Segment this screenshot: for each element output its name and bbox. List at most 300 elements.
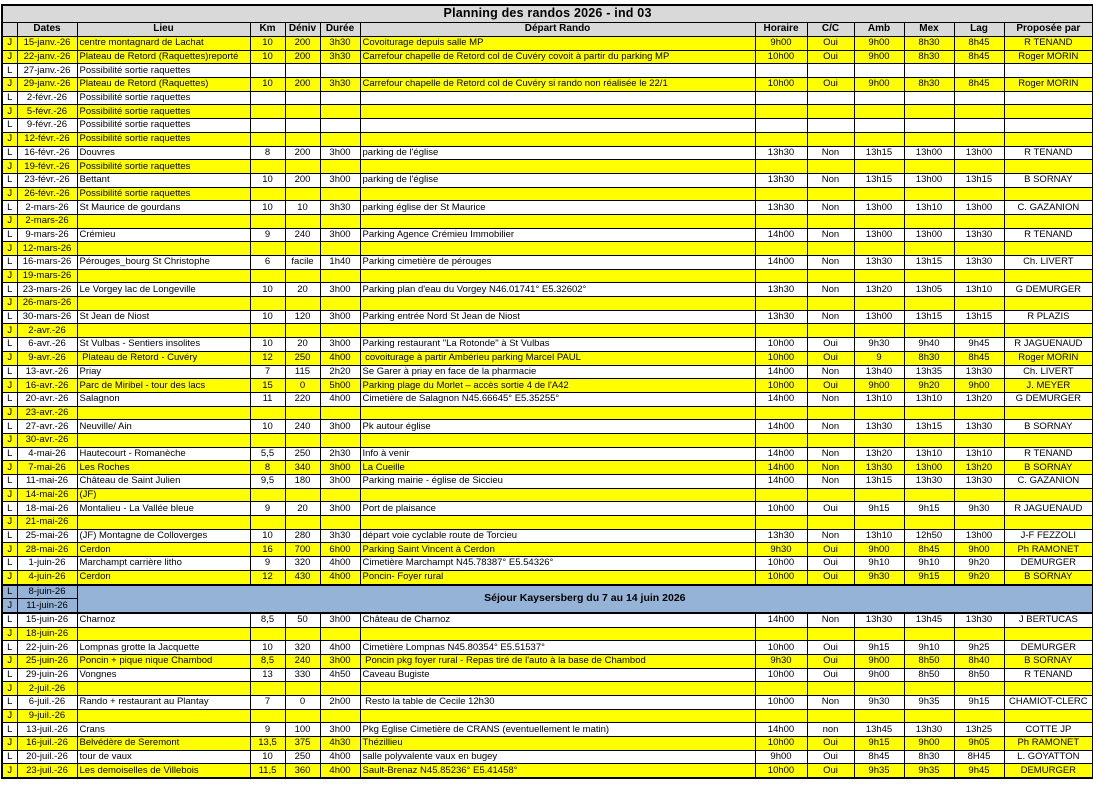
cell-deniv bbox=[285, 187, 320, 201]
cell-cc bbox=[807, 406, 854, 420]
cell-deniv: 330 bbox=[285, 668, 320, 682]
table-row bbox=[2, 613, 1093, 627]
cell-par: B SORNAY bbox=[1004, 420, 1093, 434]
cell-date: 22-janv.-26 bbox=[17, 50, 77, 64]
cell-deniv: 220 bbox=[285, 392, 320, 406]
cell-par: DEMURGER bbox=[1004, 641, 1093, 655]
cell-horaire: 10h00 bbox=[755, 737, 807, 751]
cell-km bbox=[250, 214, 285, 228]
cell-lieu bbox=[77, 682, 250, 696]
cell-mex bbox=[904, 105, 954, 119]
cell-lieu: Possibilité sortie raquettes bbox=[77, 105, 250, 119]
cell-deniv bbox=[285, 627, 320, 641]
cell-par bbox=[1004, 682, 1093, 696]
cell-amb: 13h30 bbox=[854, 461, 904, 475]
table-row bbox=[2, 627, 1093, 641]
cell-horaire bbox=[755, 242, 807, 256]
cell-amb: 13h10 bbox=[854, 529, 904, 543]
cell-amb bbox=[854, 297, 904, 311]
table-row bbox=[2, 696, 1093, 710]
cell-mex: 13h15 bbox=[904, 256, 954, 270]
cell-lag bbox=[954, 297, 1004, 311]
cell-km: 9 bbox=[250, 502, 285, 516]
cell-lag: 9h20 bbox=[954, 570, 1004, 584]
cell-amb: 9h10 bbox=[854, 557, 904, 571]
cell-cc bbox=[807, 214, 854, 228]
cell-lag bbox=[954, 119, 1004, 133]
cell-lag bbox=[954, 91, 1004, 105]
cell-amb: 9h30 bbox=[854, 696, 904, 710]
cell-lag: 13h00 bbox=[954, 146, 1004, 160]
cell-depart: Parking Agence Crémieu Immobilier bbox=[360, 228, 755, 242]
cell-date: 9-févr.-26 bbox=[17, 119, 77, 133]
cell-depart bbox=[360, 242, 755, 256]
cell-day: L bbox=[2, 502, 17, 516]
cell-date: 27-avr.-26 bbox=[17, 420, 77, 434]
cell-deniv bbox=[285, 214, 320, 228]
cell-day: J bbox=[2, 764, 17, 778]
table-row bbox=[2, 543, 1093, 557]
cell-date: 16-avr.-26 bbox=[17, 379, 77, 393]
cell-cc: Non bbox=[807, 201, 854, 215]
cell-lag: 13h20 bbox=[954, 461, 1004, 475]
cell-par: B SORNAY bbox=[1004, 654, 1093, 668]
cell-mex: 13h00 bbox=[904, 146, 954, 160]
cell-deniv bbox=[285, 682, 320, 696]
cell-depart bbox=[360, 64, 755, 78]
cell-mex: 8h50 bbox=[904, 668, 954, 682]
cell-cc: Oui bbox=[807, 764, 854, 778]
column-header-depart-rando: Départ Rando bbox=[360, 23, 755, 37]
cell-horaire: 14h00 bbox=[755, 392, 807, 406]
cell-day: L bbox=[2, 119, 17, 133]
cell-depart: Port de plaisance bbox=[360, 502, 755, 516]
cell-amb: 13h45 bbox=[854, 723, 904, 737]
cell-horaire: 10h00 bbox=[755, 351, 807, 365]
cell-horaire: 13h30 bbox=[755, 283, 807, 297]
cell-deniv bbox=[285, 269, 320, 283]
cell-horaire: 14h00 bbox=[755, 723, 807, 737]
cell-depart bbox=[360, 160, 755, 174]
table-row bbox=[2, 64, 1093, 78]
table-row bbox=[2, 228, 1093, 242]
cell-par: G DEMURGER bbox=[1004, 283, 1093, 297]
column-header-duree: Durée bbox=[320, 23, 360, 37]
cell-par: R TENAND bbox=[1004, 228, 1093, 242]
cell-lag: 13h15 bbox=[954, 173, 1004, 187]
cell-mex bbox=[904, 214, 954, 228]
cell-km: 10 bbox=[250, 420, 285, 434]
cell-date: 4-juin-26 bbox=[17, 570, 77, 584]
cell-depart: Carrefour chapelle de Retord col de Cuvéry si rando non réalisée le 22/1 bbox=[360, 78, 755, 92]
cell-date: 6-juil.-26 bbox=[17, 696, 77, 710]
cell-day: L bbox=[2, 420, 17, 434]
cell-cc bbox=[807, 324, 854, 338]
cell-amb: 9h30 bbox=[854, 570, 904, 584]
cell-day: J bbox=[2, 37, 17, 51]
cell-date: 20-juil.-26 bbox=[17, 750, 77, 764]
cell-amb: 9h15 bbox=[854, 502, 904, 516]
cell-par bbox=[1004, 709, 1093, 723]
cell-duree bbox=[320, 242, 360, 256]
cell-lieu: (JF) bbox=[77, 488, 250, 502]
cell-amb bbox=[854, 64, 904, 78]
cell-lieu: Poncin + pique nique Chambod bbox=[77, 654, 250, 668]
cell-deniv: 240 bbox=[285, 420, 320, 434]
cell-km bbox=[250, 406, 285, 420]
cell-lag: 13h00 bbox=[954, 529, 1004, 543]
cell-horaire: 9h30 bbox=[755, 654, 807, 668]
cell-km: 9,5 bbox=[250, 475, 285, 489]
cell-lieu bbox=[77, 242, 250, 256]
cell-horaire: 14h00 bbox=[755, 420, 807, 434]
cell-duree: 3h00 bbox=[320, 613, 360, 627]
cell-date: 22-juin-26 bbox=[17, 641, 77, 655]
cell-cc: Oui bbox=[807, 570, 854, 584]
cell-km bbox=[250, 682, 285, 696]
cell-horaire bbox=[755, 406, 807, 420]
cell-par: B SORNAY bbox=[1004, 461, 1093, 475]
cell-amb bbox=[854, 682, 904, 696]
cell-mex: 8h30 bbox=[904, 37, 954, 51]
cell-km: 10 bbox=[250, 173, 285, 187]
cell-date: 9-avr.-26 bbox=[17, 351, 77, 365]
cell-depart: parking de l'église bbox=[360, 173, 755, 187]
cell-date: 20-avr.-26 bbox=[17, 392, 77, 406]
cell-day: J bbox=[2, 627, 17, 641]
title-row bbox=[2, 5, 1093, 23]
cell-depart: Covoiturage depuis salle MP bbox=[360, 37, 755, 51]
cell-deniv bbox=[285, 64, 320, 78]
cell-cc: Oui bbox=[807, 78, 854, 92]
table-row bbox=[2, 37, 1093, 51]
cell-date: 11-mai-26 bbox=[17, 475, 77, 489]
table-row bbox=[2, 132, 1093, 146]
column-header-amb: Amb bbox=[854, 23, 904, 37]
cell-cc bbox=[807, 119, 854, 133]
table-row bbox=[2, 338, 1093, 352]
cell-duree bbox=[320, 132, 360, 146]
cell-duree: 4h00 bbox=[320, 641, 360, 655]
cell-mex bbox=[904, 269, 954, 283]
cell-date: 5-févr.-26 bbox=[17, 105, 77, 119]
cell-deniv: 0 bbox=[285, 379, 320, 393]
cell-amb bbox=[854, 91, 904, 105]
cell-lag bbox=[954, 324, 1004, 338]
cell-duree: 4h00 bbox=[320, 750, 360, 764]
cell-cc bbox=[807, 488, 854, 502]
cell-date: 16-mars-26 bbox=[17, 256, 77, 270]
cell-lag: 13h30 bbox=[954, 365, 1004, 379]
cell-amb bbox=[854, 214, 904, 228]
cell-depart: Resto la table de Cecile 12h30 bbox=[360, 696, 755, 710]
cell-lag: 13h30 bbox=[954, 420, 1004, 434]
cell-deniv bbox=[285, 119, 320, 133]
cell-cc: Non bbox=[807, 392, 854, 406]
cell-lieu bbox=[77, 627, 250, 641]
cell-lag bbox=[954, 433, 1004, 447]
cell-deniv: facile bbox=[285, 256, 320, 270]
cell-day: L bbox=[2, 585, 17, 599]
cell-duree: 3h30 bbox=[320, 78, 360, 92]
cell-duree: 1h40 bbox=[320, 256, 360, 270]
cell-day: J bbox=[2, 78, 17, 92]
cell-par bbox=[1004, 324, 1093, 338]
table-row bbox=[2, 406, 1093, 420]
cell-depart: Cimetière de Salagnon N45.66645° E5.35255° bbox=[360, 392, 755, 406]
cell-mex bbox=[904, 406, 954, 420]
cell-amb: 13h40 bbox=[854, 365, 904, 379]
cell-deniv: 200 bbox=[285, 146, 320, 160]
cell-lieu: Plateau de Retord - Cuvéry bbox=[77, 351, 250, 365]
cell-km: 6 bbox=[250, 256, 285, 270]
cell-deniv: 320 bbox=[285, 557, 320, 571]
cell-day: L bbox=[2, 641, 17, 655]
cell-horaire bbox=[755, 119, 807, 133]
cell-date: 23-avr.-26 bbox=[17, 406, 77, 420]
cell-amb bbox=[854, 119, 904, 133]
cell-day: J bbox=[2, 488, 17, 502]
cell-depart bbox=[360, 627, 755, 641]
cell-cc: Non bbox=[807, 146, 854, 160]
cell-horaire: 14h00 bbox=[755, 447, 807, 461]
cell-horaire: 13h30 bbox=[755, 173, 807, 187]
cell-par: COTTE JP bbox=[1004, 723, 1093, 737]
cell-km bbox=[250, 324, 285, 338]
cell-day: L bbox=[2, 146, 17, 160]
cell-km: 16 bbox=[250, 543, 285, 557]
column-header-lieu: Lieu bbox=[77, 23, 250, 37]
table-row bbox=[2, 585, 1093, 599]
cell-km: 10 bbox=[250, 283, 285, 297]
sejour-banner: Séjour Kaysersberg du 7 au 14 juin 2026 bbox=[77, 585, 1093, 613]
cell-deniv: 700 bbox=[285, 543, 320, 557]
cell-par: R JAGUENAUD bbox=[1004, 502, 1093, 516]
table-row bbox=[2, 365, 1093, 379]
cell-mex: 8h30 bbox=[904, 351, 954, 365]
cell-par: R JAGUENAUD bbox=[1004, 338, 1093, 352]
cell-lieu: (JF) Montagne de Colloverges bbox=[77, 529, 250, 543]
cell-lieu: Lompnas grotte la Jacquette bbox=[77, 641, 250, 655]
cell-km: 12 bbox=[250, 351, 285, 365]
cell-deniv: 120 bbox=[285, 310, 320, 324]
cell-km: 10 bbox=[250, 78, 285, 92]
cell-km: 7 bbox=[250, 696, 285, 710]
cell-depart: départ voie cyclable route de Torcieu bbox=[360, 529, 755, 543]
cell-amb bbox=[854, 187, 904, 201]
cell-date: 19-mars-26 bbox=[17, 269, 77, 283]
cell-cc bbox=[807, 105, 854, 119]
cell-par bbox=[1004, 187, 1093, 201]
cell-amb bbox=[854, 488, 904, 502]
cell-par: R TENAND bbox=[1004, 447, 1093, 461]
cell-date: 4-mai-26 bbox=[17, 447, 77, 461]
table-row bbox=[2, 91, 1093, 105]
cell-lag: 13h10 bbox=[954, 447, 1004, 461]
cell-lag: 13h30 bbox=[954, 613, 1004, 627]
cell-horaire bbox=[755, 488, 807, 502]
cell-mex bbox=[904, 160, 954, 174]
cell-lag: 8h45 bbox=[954, 37, 1004, 51]
cell-mex: 13h10 bbox=[904, 392, 954, 406]
cell-date: 12-mars-26 bbox=[17, 242, 77, 256]
cell-date: 1-juin-26 bbox=[17, 557, 77, 571]
cell-lieu: Plateau de Retord (Raquettes) bbox=[77, 78, 250, 92]
cell-horaire bbox=[755, 187, 807, 201]
cell-lieu: Montalieu - La Vallée bleue bbox=[77, 502, 250, 516]
cell-depart bbox=[360, 682, 755, 696]
cell-duree: 3h00 bbox=[320, 310, 360, 324]
table-row bbox=[2, 557, 1093, 571]
cell-par bbox=[1004, 64, 1093, 78]
cell-day: J bbox=[2, 543, 17, 557]
cell-cc bbox=[807, 242, 854, 256]
cell-duree bbox=[320, 682, 360, 696]
cell-cc bbox=[807, 709, 854, 723]
cell-cc: Non bbox=[807, 447, 854, 461]
cell-day: J bbox=[2, 160, 17, 174]
cell-duree: 2h00 bbox=[320, 696, 360, 710]
cell-deniv bbox=[285, 406, 320, 420]
cell-mex: 13h30 bbox=[904, 475, 954, 489]
cell-par bbox=[1004, 433, 1093, 447]
cell-mex: 9h00 bbox=[904, 737, 954, 751]
cell-date: 12-févr.-26 bbox=[17, 132, 77, 146]
cell-date: 15-janv.-26 bbox=[17, 37, 77, 51]
cell-horaire bbox=[755, 105, 807, 119]
cell-amb bbox=[854, 269, 904, 283]
cell-deniv: 340 bbox=[285, 461, 320, 475]
table-row bbox=[2, 256, 1093, 270]
cell-cc: Oui bbox=[807, 502, 854, 516]
cell-amb bbox=[854, 242, 904, 256]
cell-horaire: 14h00 bbox=[755, 365, 807, 379]
cell-depart bbox=[360, 91, 755, 105]
cell-lag: 8h40 bbox=[954, 654, 1004, 668]
cell-duree: 3h00 bbox=[320, 146, 360, 160]
cell-km bbox=[250, 516, 285, 530]
cell-par: B SORNAY bbox=[1004, 570, 1093, 584]
cell-par: Ch. LIVERT bbox=[1004, 256, 1093, 270]
cell-day: J bbox=[2, 242, 17, 256]
table-row bbox=[2, 310, 1093, 324]
cell-amb: 8h45 bbox=[854, 750, 904, 764]
table-row bbox=[2, 570, 1093, 584]
cell-depart: parking de l'église bbox=[360, 146, 755, 160]
cell-lag bbox=[954, 187, 1004, 201]
cell-cc: Oui bbox=[807, 338, 854, 352]
planning-table bbox=[1, 4, 1093, 779]
cell-lieu: St Jean de Niost bbox=[77, 310, 250, 324]
cell-day: J bbox=[2, 351, 17, 365]
cell-duree bbox=[320, 488, 360, 502]
cell-cc bbox=[807, 64, 854, 78]
cell-deniv bbox=[285, 160, 320, 174]
cell-horaire bbox=[755, 214, 807, 228]
cell-deniv: 430 bbox=[285, 570, 320, 584]
cell-horaire: 13h30 bbox=[755, 310, 807, 324]
cell-duree: 3h00 bbox=[320, 420, 360, 434]
cell-lieu: tour de vaux bbox=[77, 750, 250, 764]
table-row bbox=[2, 297, 1093, 311]
cell-lieu: Belvédère de Seremont bbox=[77, 737, 250, 751]
cell-day: L bbox=[2, 201, 17, 215]
cell-mex bbox=[904, 132, 954, 146]
cell-deniv: 0 bbox=[285, 696, 320, 710]
cell-horaire bbox=[755, 324, 807, 338]
cell-km bbox=[250, 105, 285, 119]
cell-lieu: Château de Saint Julien bbox=[77, 475, 250, 489]
cell-date: 2-juil.-26 bbox=[17, 682, 77, 696]
cell-depart: Cimetière Lompnas N45.80354° E5.51537° bbox=[360, 641, 755, 655]
cell-day: L bbox=[2, 392, 17, 406]
cell-cc bbox=[807, 269, 854, 283]
cell-lag bbox=[954, 406, 1004, 420]
cell-day: L bbox=[2, 529, 17, 543]
cell-duree bbox=[320, 64, 360, 78]
cell-duree: 5h00 bbox=[320, 379, 360, 393]
table-row bbox=[2, 668, 1093, 682]
cell-lieu: Pérouges_bourg St Christophe bbox=[77, 256, 250, 270]
cell-date: 18-juin-26 bbox=[17, 627, 77, 641]
cell-lag: 9h25 bbox=[954, 641, 1004, 655]
cell-km bbox=[250, 64, 285, 78]
cell-date: 11-juin-26 bbox=[17, 599, 77, 613]
cell-km bbox=[250, 488, 285, 502]
cell-par bbox=[1004, 269, 1093, 283]
cell-cc: Oui bbox=[807, 737, 854, 751]
cell-par bbox=[1004, 105, 1093, 119]
cell-mex bbox=[904, 433, 954, 447]
cell-lag: 9h05 bbox=[954, 737, 1004, 751]
table-row bbox=[2, 283, 1093, 297]
cell-duree bbox=[320, 269, 360, 283]
cell-lag: 13h15 bbox=[954, 310, 1004, 324]
table-row bbox=[2, 723, 1093, 737]
cell-duree: 4h00 bbox=[320, 557, 360, 571]
cell-amb bbox=[854, 160, 904, 174]
cell-depart: covoiturage à partir Ambérieu parking Marcel PAUL bbox=[360, 351, 755, 365]
cell-mex: 13h00 bbox=[904, 173, 954, 187]
cell-lieu: Salagnon bbox=[77, 392, 250, 406]
cell-amb: 13h30 bbox=[854, 256, 904, 270]
cell-day: J bbox=[2, 599, 17, 613]
cell-par: CHAMIOT-CLERC bbox=[1004, 696, 1093, 710]
cell-date: 13-avr.-26 bbox=[17, 365, 77, 379]
cell-deniv: 375 bbox=[285, 737, 320, 751]
cell-km: 8 bbox=[250, 146, 285, 160]
cell-horaire: 10h00 bbox=[755, 379, 807, 393]
header-row bbox=[2, 23, 1093, 37]
cell-par: R TENAND bbox=[1004, 668, 1093, 682]
cell-km bbox=[250, 627, 285, 641]
cell-lieu bbox=[77, 214, 250, 228]
cell-deniv: 180 bbox=[285, 475, 320, 489]
cell-depart bbox=[360, 132, 755, 146]
cell-cc: Oui bbox=[807, 654, 854, 668]
cell-mex bbox=[904, 324, 954, 338]
cell-duree bbox=[320, 119, 360, 133]
cell-day: L bbox=[2, 310, 17, 324]
cell-lag bbox=[954, 214, 1004, 228]
rows-body bbox=[2, 37, 1093, 779]
cell-km: 5,5 bbox=[250, 447, 285, 461]
cell-cc: Non bbox=[807, 173, 854, 187]
cell-depart bbox=[360, 406, 755, 420]
cell-depart: salle polyvalente vaux en bugey bbox=[360, 750, 755, 764]
table-row bbox=[2, 324, 1093, 338]
cell-mex: 13h10 bbox=[904, 447, 954, 461]
